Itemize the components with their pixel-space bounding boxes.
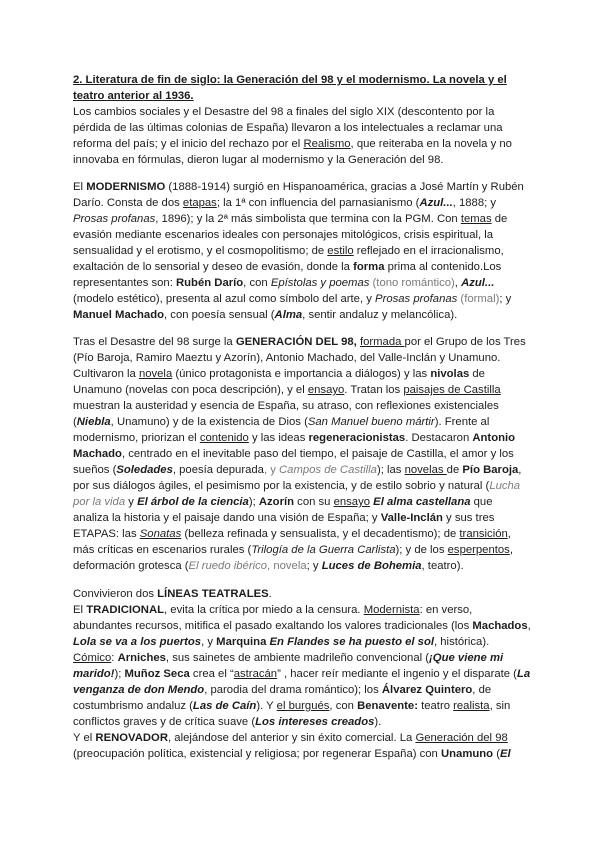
text-run: , histórica). (434, 636, 490, 648)
text-run: Alma (274, 309, 303, 321)
text-run: ¡Que viene mi marido! (73, 652, 504, 680)
text-run: Campos de Castilla (279, 464, 377, 476)
text-run: nivolas (430, 368, 470, 380)
text-run: (preocupación política, existencial y religiosa; por regenerar España) con (73, 748, 441, 760)
text-run: , centrado en el inevitable paso del tiempo, el paisaje de Castilla, el amor y los sueños ( (73, 448, 514, 476)
text-run: de (446, 464, 463, 476)
text-run: , teatro). (421, 560, 464, 572)
text-run: ” , hacer reír mediante el ingenio y el disparate ( (277, 668, 517, 680)
text-run: . Destacaron (405, 432, 473, 444)
text-run: crea el “ (189, 668, 234, 680)
text-run: Prosas profanas (375, 293, 458, 305)
text-run: , sin conflictos graves y de crítica suave ( (73, 700, 511, 728)
text-run: Valle-Inclán (380, 512, 443, 524)
text-run: Los intereses creados (255, 716, 375, 728)
text-run: , deformación grotesca ( (73, 544, 513, 572)
text-run: Azorín (258, 496, 295, 508)
text-run: El árbol de la ciencia (137, 496, 249, 508)
document-page (73, 72, 531, 762)
text-run: San Manuel bueno mártir (307, 416, 435, 428)
text-run: Cómico (73, 652, 112, 664)
text-run: astracán (233, 668, 278, 680)
text-run: Generación del 98 (415, 732, 508, 744)
text-run: que analiza la historia y el paisaje dando una visión de España; y (73, 496, 493, 524)
text-run: , 1888; y (452, 197, 497, 209)
text-run: El alma castellana (373, 496, 471, 508)
text-run: Los cambios sociales y el Desastre del 98 a finales del siglo XIX (descontento por la pérdida de las últimas colonias de España) llevaron a los intelectuales a reclamar una reforma del país; y el inicio del rechazo por el (73, 106, 503, 150)
text-run: con su (294, 496, 334, 508)
text-run: RENOVADOR (95, 732, 169, 744)
text-run: teatro (417, 700, 454, 712)
text-run: realista (453, 700, 490, 712)
text-run: Marquina (216, 636, 267, 648)
text-run: , y (201, 636, 217, 648)
lineas-teatrales-line (73, 586, 531, 602)
text-run: Trilogía de la Guerra Carlista (251, 544, 396, 556)
text-run: Lucha por la vida (73, 480, 521, 508)
text-run: , (454, 277, 462, 289)
text-run: novelas (404, 464, 447, 476)
text-run: , (527, 620, 531, 632)
text-run: Lola se va a los puertos (73, 636, 202, 648)
text-run: Tras el Desastre del 98 surge la (73, 336, 236, 348)
text-run: Antonio Machado (73, 432, 516, 460)
text-run: ; y (499, 293, 512, 305)
generacion-98-paragraph (73, 334, 531, 574)
text-run: El (73, 604, 87, 616)
text-run: de Unamuno (novelas con poca descripción), y el (73, 368, 485, 396)
text-run: . (268, 588, 272, 600)
text-run: muestran la austeridad y esencia de España, su atraso, con reflexiones existenciales ( (73, 400, 499, 428)
text-run: ( (493, 748, 500, 760)
text-run: Álvarez Quintero (381, 684, 473, 696)
text-run: (formal) (457, 293, 500, 305)
teatro-tradicional-paragraph (73, 602, 531, 730)
text-run: , sentir andaluz y melancólica). (302, 309, 458, 321)
text-run: ensayo (333, 496, 371, 508)
text-run: ; la 1ª con influencia del parnasianismo ( (216, 197, 420, 209)
text-run: , parodia del drama romántico); los (204, 684, 382, 696)
text-run: . Tratan los (344, 384, 404, 396)
text-run: , sus sainetes de ambiente madrileño convencional ( (165, 652, 430, 664)
text-run: Rubén Darío (176, 277, 244, 289)
text-run: : en verso, abundantes recursos, mitifica el pasado exaltando los valores tradicionales (los (73, 604, 473, 632)
text-run: , por sus diálogos ágiles, el pesimismo por la existencia, y de estilo sobrio y natural ( (73, 464, 522, 492)
text-run: Benavente: (357, 700, 418, 712)
text-run: , 1896); y la 2ª más simbolista que termina con la PGM. Con (155, 213, 461, 225)
text-run: reflejado en el irracionalismo, exaltación de lo sensorial y deseo de evasión, donde la (73, 245, 504, 273)
intro-paragraph (73, 104, 531, 168)
text-run: Las de Caín (192, 700, 257, 712)
text-run: Luces de Bohemia (321, 560, 422, 572)
text-run: y las ideas (248, 432, 309, 444)
text-run: esperpentos (447, 544, 510, 556)
text-run: (belleza refinada y sensualista, y el decadentismo); de (181, 528, 460, 540)
text-run: (tono romántico) (369, 277, 455, 289)
text-run: Unamuno (440, 748, 494, 760)
text-run: , evita la crítica por miedo a la censura. (164, 604, 364, 616)
text-run: Prosas profanas (73, 213, 156, 225)
text-run: ); (114, 668, 125, 680)
text-run: prima al contenido.Los representantes son: (73, 261, 502, 289)
text-run: Niebla (76, 416, 111, 428)
text-run: Machados (472, 620, 528, 632)
realismo-term: Realismo (303, 138, 351, 150)
text-run: , de costumbrismo andaluz ( (73, 684, 492, 712)
text-run: , con poesía sensual ( (164, 309, 275, 321)
text-run: paisajes de Castilla (403, 384, 501, 396)
text-run: , más críticas en escenarios rurales ( (73, 528, 511, 556)
text-run: El (499, 748, 511, 760)
text-run: temas (460, 213, 492, 225)
text-run: Y el (73, 732, 96, 744)
text-run: ); (248, 496, 259, 508)
text-run: ensayo (307, 384, 345, 396)
text-run: Manuel Machado (73, 309, 165, 321)
text-run: regeneracionistas (308, 432, 406, 444)
text-run: Epístolas y poemas (270, 277, 370, 289)
text-run: ); y de los (395, 544, 448, 556)
text-run: , poesía depurada (172, 464, 264, 476)
text-run: ); las (376, 464, 405, 476)
text-run: La venganza de don Mendo (73, 668, 531, 696)
text-run: El (73, 181, 87, 193)
text-run: TRADICIONAL (86, 604, 165, 616)
text-run: Convivieron dos (73, 588, 158, 600)
teatro-renovador-paragraph (73, 730, 531, 762)
text-run: Azul... (419, 197, 453, 209)
text-run: de evasión mediante escenarios ideales con personajes mitológicos, crisis espiritual, la sensualidad y el erotismo, y el cosmopolitismo; de (73, 213, 508, 257)
text-run: y sus tres ETAPAS: las (73, 512, 495, 540)
text-run: etapas (182, 197, 217, 209)
text-run: ; y (306, 560, 322, 572)
text-run: forma (353, 261, 385, 273)
text-run: Arniches (117, 652, 166, 664)
text-run: Sonatas (139, 528, 182, 540)
text-run: (único protagonista e importancia a diálogos) y las (172, 368, 431, 380)
text-run: transición (459, 528, 508, 540)
text-run: ). Frente al modernismo, priorizan el (73, 416, 490, 444)
text-run: Azul... (461, 277, 495, 289)
text-run: , Unamuno) y de la existencia de Dios ( (110, 416, 308, 428)
text-run: , con (243, 277, 271, 289)
text-run: por el Grupo de los Tres (Pío Baroja, Ramiro Maeztu y Azorín), Antonio Machado, del Valle-Inclán y Unamuno. Cultivaron la (73, 336, 526, 380)
text-run: , que reiteraba en la novela y no innovaba en fórmulas, dieron lugar al modernismo y la Generación del 98. (73, 138, 512, 166)
section-heading: 2. Literatura de fin de siglo: la Generación del 98 y el modernismo. La novela y el teatro anterior al 1936. (73, 74, 507, 102)
text-run: Muñoz Seca (124, 668, 190, 680)
text-run: , alejándose del anterior y sin éxito comercial. La (168, 732, 416, 744)
text-run: MODERNISMO (86, 181, 166, 193)
text-run: Pío Baroja (462, 464, 519, 476)
text-run: : (111, 652, 118, 664)
text-run: (1888-1914) surgió en Hispanoamérica, gracias a José Martín y Rubén Darío. Consta de dos (73, 181, 524, 209)
text-run: contenido (199, 432, 249, 444)
text-run: formada (359, 336, 405, 348)
modernismo-paragraph (73, 179, 531, 323)
text-run: GENERACIÓN DEL 98, (235, 336, 357, 348)
text-run: El ruedo ibérico (188, 560, 268, 572)
text-run: (modelo estético), presenta al azul como símbolo del arte, y (73, 293, 376, 305)
text-run: y (125, 496, 138, 508)
text-run: novela (138, 368, 173, 380)
text-run: LÍNEAS TEATRALES (157, 588, 269, 600)
text-run: Soledades (116, 464, 173, 476)
text-run: , y (263, 464, 280, 476)
text-run: ). Y (256, 700, 277, 712)
text-run: , novela (267, 560, 307, 572)
text-run: ). (374, 716, 382, 728)
text-run: , con (329, 700, 358, 712)
text-run: estilo (327, 245, 354, 257)
text-run: el burgués (276, 700, 330, 712)
text-run: En Flandes se ha puesto el sol (269, 636, 434, 648)
text-run: Modernista (363, 604, 420, 616)
